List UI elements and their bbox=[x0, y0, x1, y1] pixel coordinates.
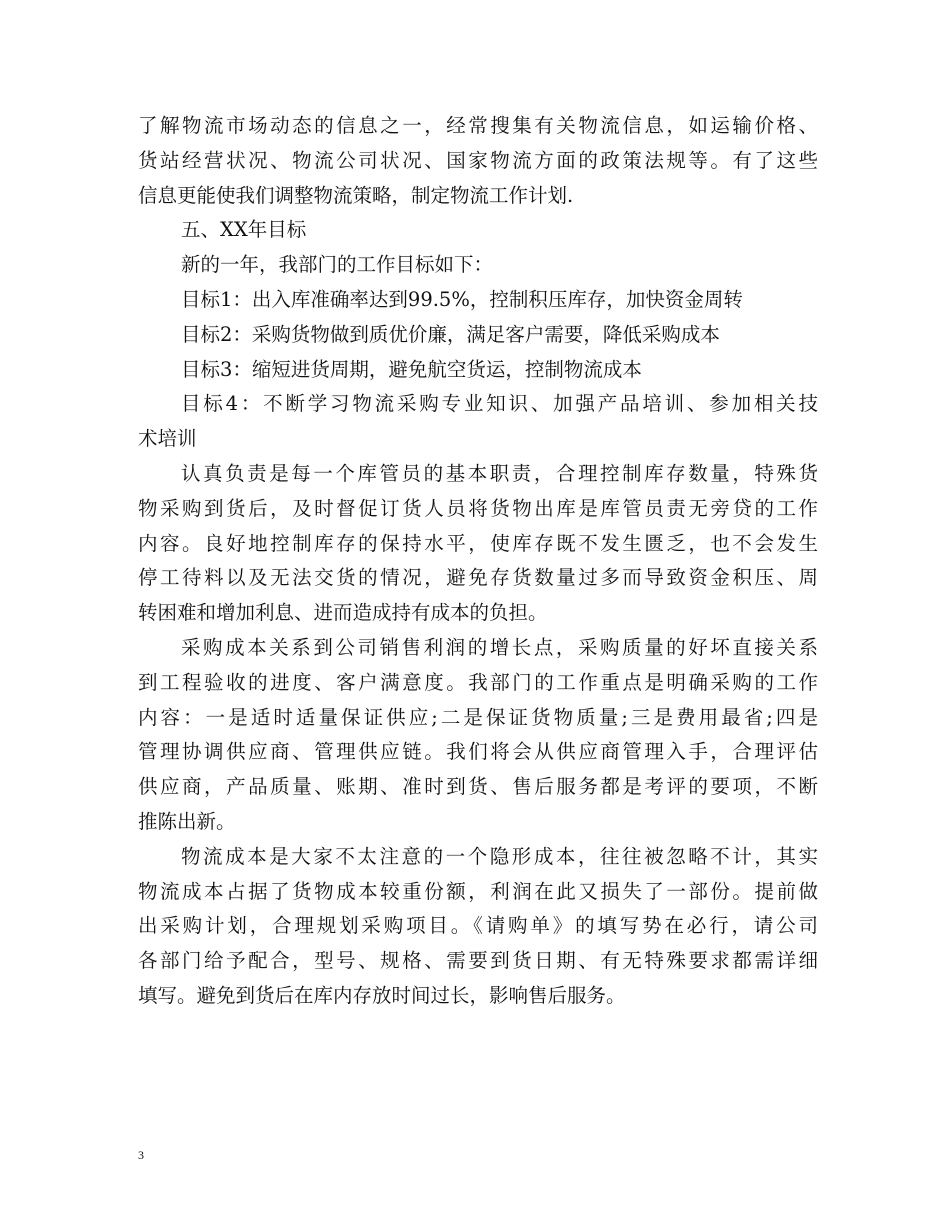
paragraph-line: 采购成本关系到公司销售利润的增长点，采购质量的好坏直接关系 bbox=[181, 635, 818, 659]
goal-item: 目标2：采购货物做到质优价廉，满足客户需要，降低采购成本 bbox=[181, 322, 720, 346]
goal-item: 目标1：出入库准确率达到99.5%，控制积压库存，加快资金周转 bbox=[181, 287, 743, 311]
text-line: 了解物流市场动态的信息之一，经常搜集有关物流信息，如运输价格、 bbox=[138, 114, 818, 137]
paragraph-line: 管理协调供应商、管理供应链。我们将会从供应商管理入手，合理评估 bbox=[138, 740, 818, 764]
paragraph-line: 内容：一是适时适量保证供应;二是保证货物质量;三是费用最省;四是 bbox=[138, 705, 818, 729]
page-number: 3 bbox=[138, 1148, 144, 1162]
paragraph-line: 内容。良好地控制库存的保持水平，使库存既不发生匮乏，也不会发生 bbox=[138, 531, 818, 555]
paragraph-line: 填写。避免到货后在库内存放时间过长，影响售后服务。 bbox=[138, 983, 626, 1007]
paragraph-line: 转困难和增加利息、进而造成持有成本的负担。 bbox=[138, 601, 548, 625]
goal-item: 目标4：不断学习物流采购专业知识、加强产品培训、参加相关技 bbox=[181, 392, 818, 416]
paragraph-line: 认真负责是每一个库管员的基本职责，合理控制库存数量，特殊货 bbox=[181, 461, 818, 485]
paragraph-line: 停工待料以及无法交货的情况，避免存货数量过多而导致资金积压、周 bbox=[138, 566, 818, 590]
paragraph-line: 各部门给予配合，型号、规格、需要到货日期、有无特殊要求都需详细 bbox=[138, 949, 818, 973]
paragraph-line: 物流成本占据了货物成本较重份额，利润在此又损失了一部份。提前做 bbox=[138, 879, 818, 903]
text-line: 新的一年，我部门的工作目标如下： bbox=[181, 253, 494, 277]
paragraph-line: 出采购计划，合理规划采购项目。《请购单》的填写势在必行，请公司 bbox=[138, 914, 818, 938]
text-line: 信息更能使我们调整物流策略，制定物流工作计划. bbox=[138, 183, 574, 207]
paragraph-line: 物采购到货后，及时督促订货人员将货物出库是库管员责无旁贷的工作 bbox=[138, 496, 818, 520]
paragraph-line: 到工程验收的进度、客户满意度。我部门的工作重点是明确采购的工作 bbox=[138, 670, 818, 694]
paragraph-line: 推陈出新。 bbox=[138, 809, 236, 833]
document-body bbox=[138, 109, 818, 1014]
text-line: 术培训 bbox=[138, 427, 197, 451]
goal-item: 目标3：缩短进货周期，避免航空货运，控制物流成本 bbox=[181, 357, 642, 381]
paragraph-line: 物流成本是大家不太注意的一个隐形成本，往往被忽略不计，其实 bbox=[181, 844, 818, 868]
section-heading: 五、XX年目标 bbox=[181, 218, 307, 242]
text-line: 货站经营状况、物流公司状况、国家物流方面的政策法规等。有了这些 bbox=[138, 148, 818, 172]
paragraph-line: 供应商，产品质量、账期、准时到货、售后服务都是考评的要项，不断 bbox=[138, 775, 818, 799]
